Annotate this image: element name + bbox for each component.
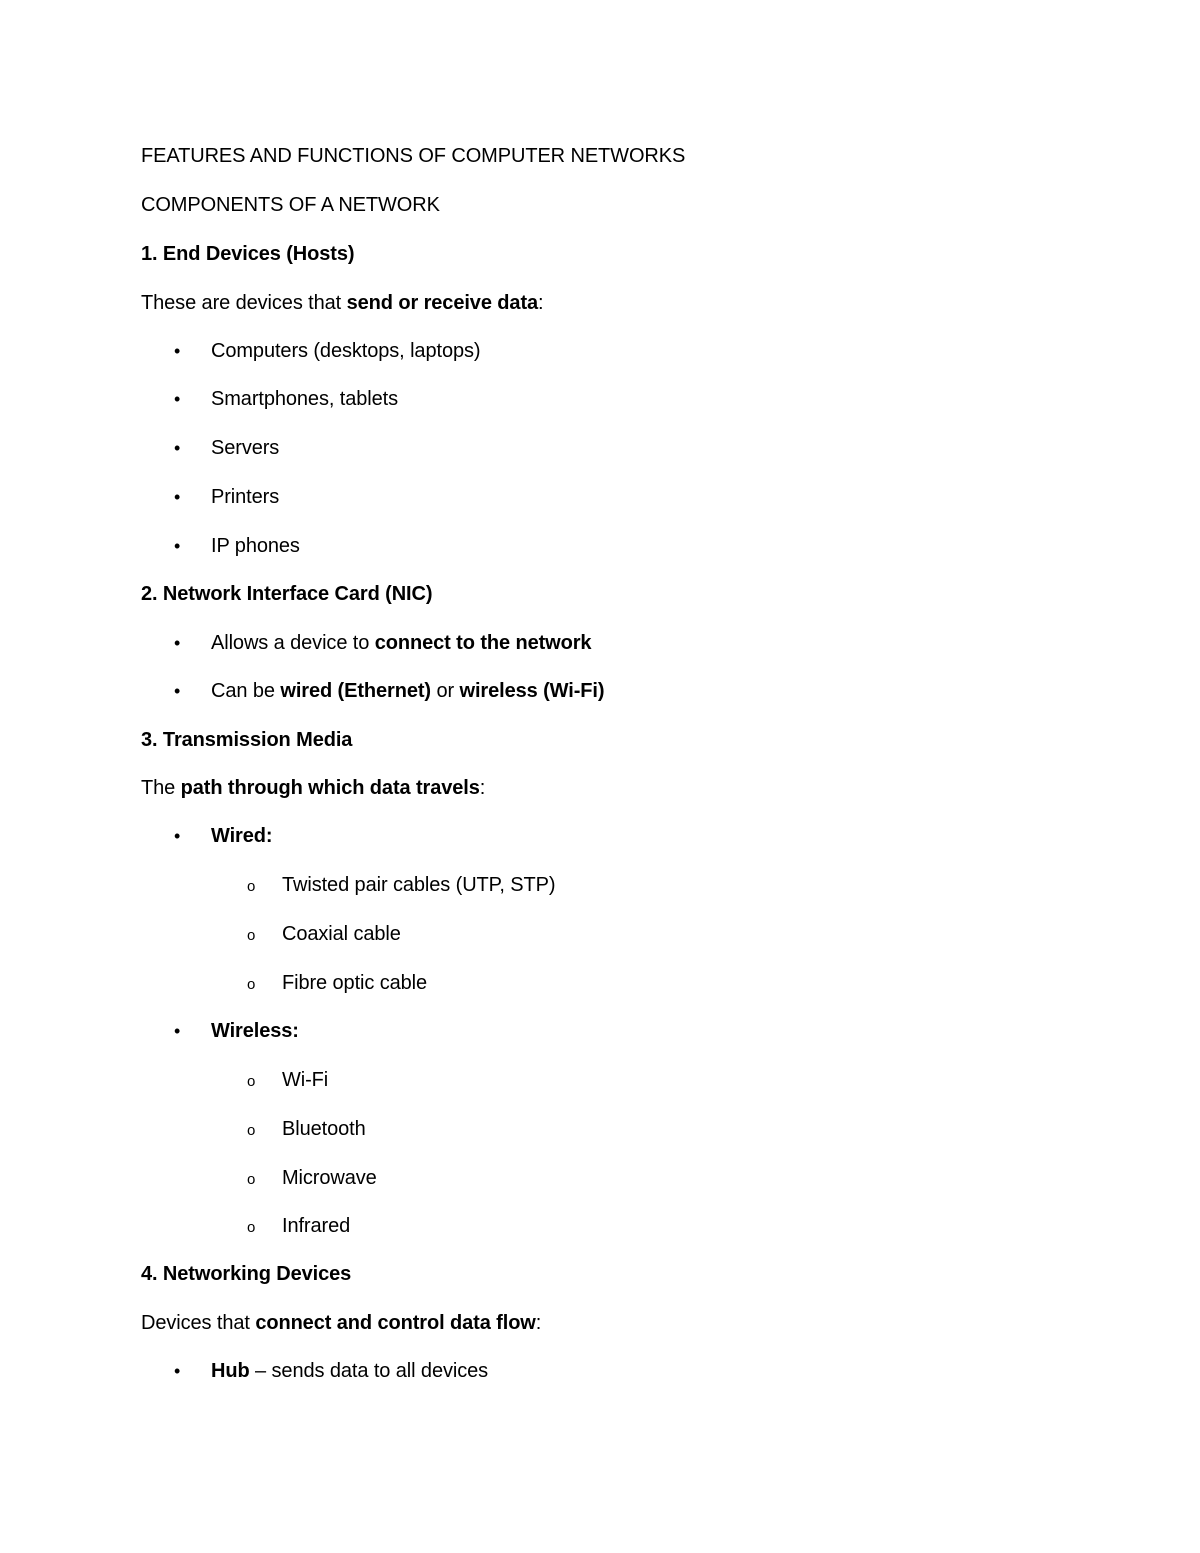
intro-bold-text: path through which data travels [180, 777, 480, 799]
list-item-wireless: Wireless: [211, 1020, 299, 1042]
bullet-icon: • [174, 1021, 181, 1041]
intro-text: The [141, 777, 181, 799]
intro-text: Devices that [141, 1312, 256, 1334]
sub-list-item: Bluetooth [282, 1118, 366, 1140]
section-heading-end-devices: 1. End Devices (Hosts) [141, 243, 355, 265]
sub-bullet-icon: o [247, 927, 256, 944]
bullet-icon: • [174, 487, 181, 507]
sub-bullet-icon: o [247, 1219, 256, 1236]
list-item: Servers [211, 437, 280, 459]
intro-bold-text: send or receive data [346, 292, 539, 314]
bullet-icon: • [174, 1361, 181, 1381]
sub-list-item: Coaxial cable [282, 923, 401, 945]
sub-bullet-icon: o [247, 1122, 256, 1139]
list-item: Smartphones, tablets [211, 388, 398, 410]
list-item: Computers (desktops, laptops) [211, 340, 481, 362]
sub-list-item: Fibre optic cable [282, 972, 428, 994]
bullet-icon: • [174, 826, 181, 846]
bullet-icon: • [174, 389, 181, 409]
section-heading-transmission-media: 3. Transmission Media [141, 729, 353, 751]
sub-bullet-icon: o [247, 1073, 256, 1090]
sub-list-item: Infrared [282, 1215, 351, 1237]
item-bold-text: connect to the network [374, 632, 592, 654]
sub-bullet-icon: o [247, 1171, 256, 1188]
list-item [211, 679, 604, 703]
item-text: or [431, 680, 460, 702]
intro-suffix: : [479, 777, 486, 799]
list-item-hub [211, 1359, 488, 1383]
intro-suffix: : [538, 292, 544, 314]
item-text: Can be [211, 680, 281, 702]
list-item-wired: Wired: [211, 825, 273, 847]
item-bold-text: wireless (Wi-Fi) [459, 680, 605, 702]
bullet-icon: • [174, 633, 181, 653]
sub-bullet-icon: o [247, 878, 256, 895]
section-heading-networking-devices: 4. Networking Devices [141, 1263, 352, 1285]
item-text: – sends data to all devices [249, 1360, 489, 1382]
bullet-icon: • [174, 341, 181, 361]
item-bold-text: Hub [211, 1360, 250, 1382]
document-subtitle: COMPONENTS OF A NETWORK [141, 194, 440, 216]
intro-suffix: : [535, 1312, 542, 1334]
sub-bullet-icon: o [247, 976, 256, 993]
bullet-icon: • [174, 438, 181, 458]
section-intro-end-devices [141, 291, 544, 315]
list-item [211, 631, 591, 655]
section-heading-nic: 2. Network Interface Card (NIC) [141, 583, 433, 605]
section-intro-networking-devices [141, 1311, 541, 1335]
list-item: IP phones [211, 535, 300, 557]
bullet-icon: • [174, 681, 181, 701]
intro-bold-text: connect and control data flow [255, 1312, 536, 1334]
sub-list-item: Twisted pair cables (UTP, STP) [282, 874, 556, 896]
section-intro-transmission-media [141, 776, 485, 800]
list-item: Printers [211, 486, 280, 508]
sub-list-item: Wi-Fi [282, 1069, 329, 1091]
intro-text: These are devices that [141, 292, 347, 314]
sub-list-item: Microwave [282, 1167, 377, 1189]
document-title: FEATURES AND FUNCTIONS OF COMPUTER NETWORKS [141, 145, 686, 167]
item-bold-text: wired (Ethernet) [280, 680, 431, 702]
item-text: Allows a device to [211, 632, 375, 654]
bullet-icon: • [174, 536, 181, 556]
